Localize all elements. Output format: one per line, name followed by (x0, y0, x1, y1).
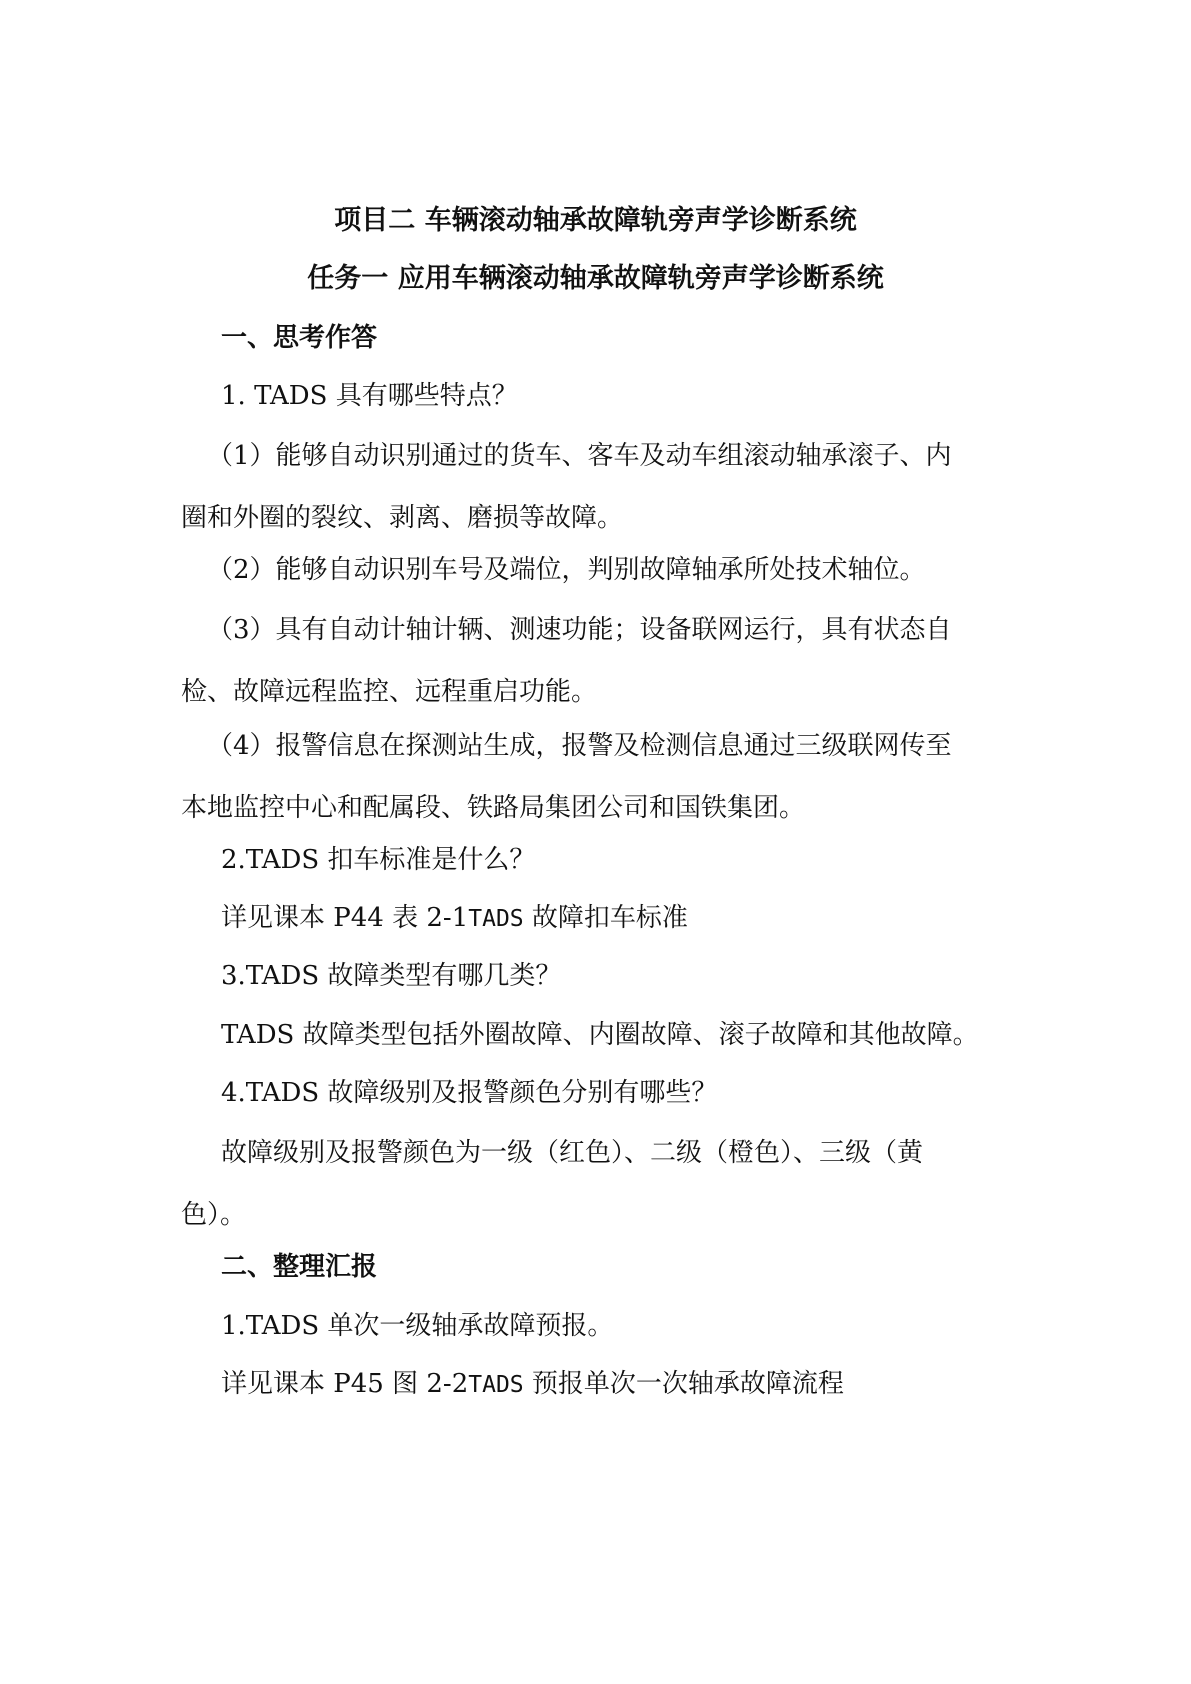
answer-1-line-2: 圈和外圈的裂纹、剥离、磨损等故障。 (181, 503, 624, 533)
project-title: 项目二 车辆滚动轴承故障轨旁声学诊断系统 (334, 205, 857, 236)
answer-4-line-1: （4）报警信息在探测站生成，报警及检测信息通过三级联网传至 (207, 731, 952, 761)
answer-4-paragraph (181, 715, 1021, 839)
answer-question-4-line-2: 色）。 (181, 1200, 247, 1230)
answer-4-line-2: 本地监控中心和配属段、铁路局集团公司和国铁集团。 (181, 793, 806, 823)
answer-2: （2）能够自动识别车号及端位，判别故障轴承所处技术轴位。 (207, 555, 926, 585)
answer-1-paragraph (181, 425, 1021, 549)
task-title: 任务一 应用车辆滚动轴承故障轨旁声学诊断系统 (307, 263, 884, 294)
section-heading-report: 二、整理汇报 (221, 1252, 378, 1282)
answer-3-paragraph (181, 599, 1021, 723)
answer-question-4-line-1: 故障级别及报警颜色为一级（红色）、二级（橙色）、三级（黄 (221, 1138, 924, 1168)
question-2: 2.TADS 扣车标准是什么？ (221, 845, 536, 875)
answer-question-4-paragraph (181, 1122, 1021, 1246)
answer-report-item-1-suffix: 预报单次一次轴承故障流程 (523, 1369, 844, 1399)
answer-report-item-1-code: TADS (468, 1372, 524, 1398)
answer-question-2-prefix: 详见课本 P44 表 2-1 (221, 903, 469, 933)
answer-question-2-suffix: 故障扣车标准 (523, 903, 688, 933)
answer-report-item-1-prefix: 详见课本 P45 图 2-2 (221, 1369, 469, 1399)
section-heading-thinking: 一、思考作答 (221, 323, 378, 353)
answer-question-3: TADS 故障类型包括外圈故障、内圈故障、滚子故障和其他故障。 (221, 1020, 979, 1050)
answer-1-line-1: （1）能够自动识别通过的货车、客车及动车组滚动轴承滚子、内 (207, 441, 952, 471)
question-1: 1. TADS 具有哪些特点？ (221, 381, 518, 411)
answer-question-2-code: TADS (468, 906, 524, 932)
question-4: 4.TADS 故障级别及报警颜色分别有哪些？ (221, 1078, 718, 1108)
question-3: 3.TADS 故障类型有哪几类？ (221, 961, 562, 991)
answer-3-line-1: （3）具有自动计轴计辆、测速功能；设备联网运行，具有状态自 (207, 615, 952, 645)
answer-report-item-1 (221, 1366, 844, 1402)
answer-3-line-2: 检、故障远程监控、远程重启功能。 (181, 677, 598, 707)
report-item-1: 1.TADS 单次一级轴承故障预报。 (221, 1311, 614, 1341)
answer-question-2 (221, 900, 688, 936)
